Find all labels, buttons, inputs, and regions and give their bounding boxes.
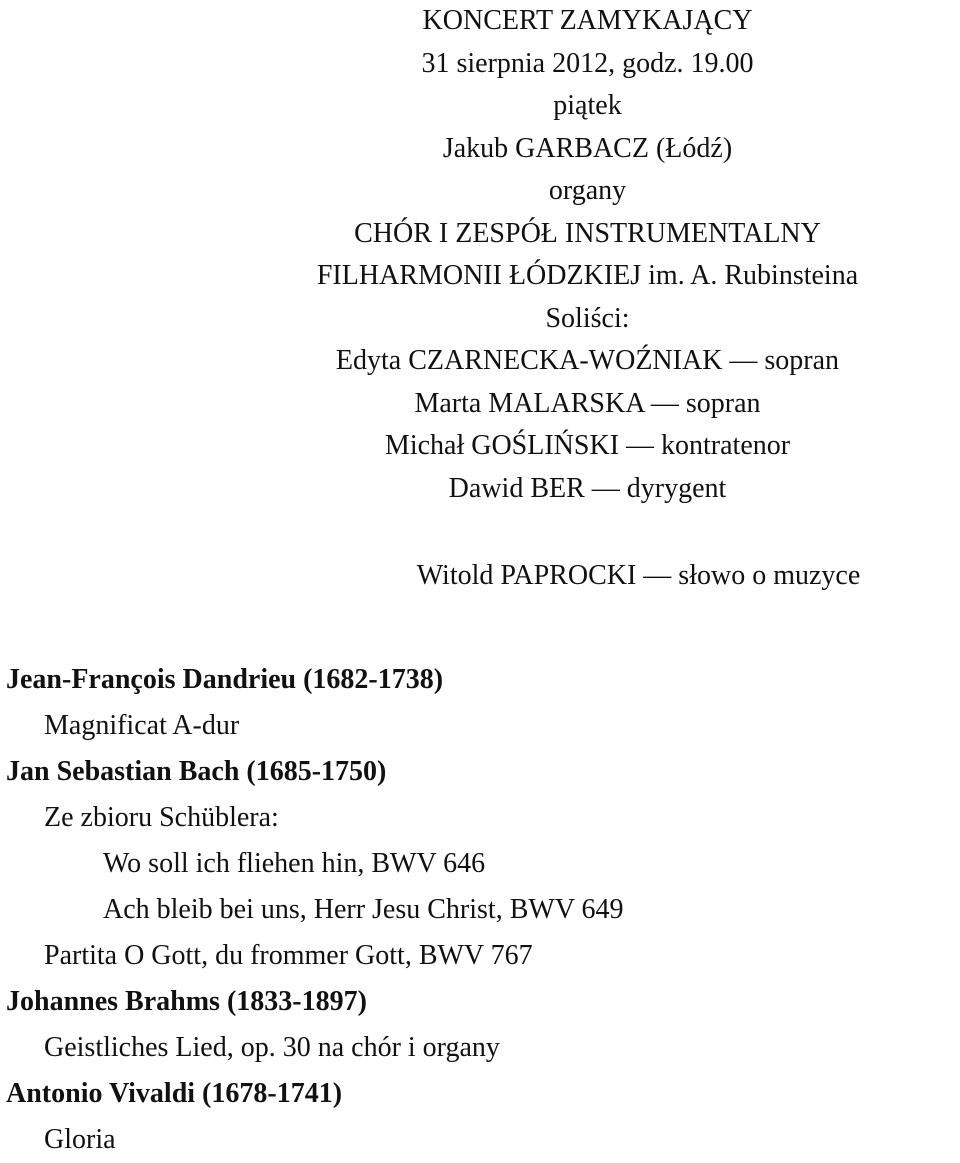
performer-line: Marta MALARSKA — sopran [414,387,761,419]
soloists-label: Soliści: [545,302,630,334]
organist-role: organy [548,175,627,206]
work-title: Magnificat A-dur [44,710,240,741]
composer-heading: Antonio Vivaldi (1678-1741) [6,1078,343,1109]
work-title: Geistliches Lied, op. 30 na chór i organy [44,1032,500,1063]
organist-name: Jakub GARBACZ (Łódź) [442,132,733,164]
performer-line: Michał GOŚLIŃSKI — kontratenor [384,430,791,461]
ensemble-line-2: FILHARMONII ŁÓDZKIEJ im. A. Rubinsteina [316,260,859,291]
spacer [250,510,925,555]
composer-heading: Johannes Brahms (1833-1897) [6,986,367,1017]
commentator-line: Witold PAPROCKI — słowo o muzyce [416,560,861,591]
concert-title: KONCERT ZAMYKAJĄCY [422,5,753,36]
concert-weekday: piątek [553,90,622,121]
performer-line: Dawid BER — dyrygent [448,472,727,504]
work-title: Gloria [44,1124,116,1155]
concert-date: 31 sierpnia 2012, godz. 19.00 [421,47,754,79]
composer-heading: Jan Sebastian Bach (1685-1750) [6,756,387,787]
concert-header [250,0,925,598]
program-list [6,657,624,1163]
work-title: Ach bleib bei uns, Herr Jesu Christ, BWV 649 [103,894,624,925]
collection-title: Ze zbioru Schüblera: [44,802,279,833]
performer-line: Edyta CZARNECKA-WOŹNIAK — sopran [335,345,840,376]
ensemble-line-1: CHÓR I ZESPÓŁ INSTRUMENTALNY [354,217,821,249]
work-title: Partita O Gott, du frommer Gott, BWV 767 [44,940,533,971]
work-title: Wo soll ich fliehen hin, BWV 646 [103,848,486,879]
composer-heading: Jean-François Dandrieu (1682-1738) [6,664,444,695]
